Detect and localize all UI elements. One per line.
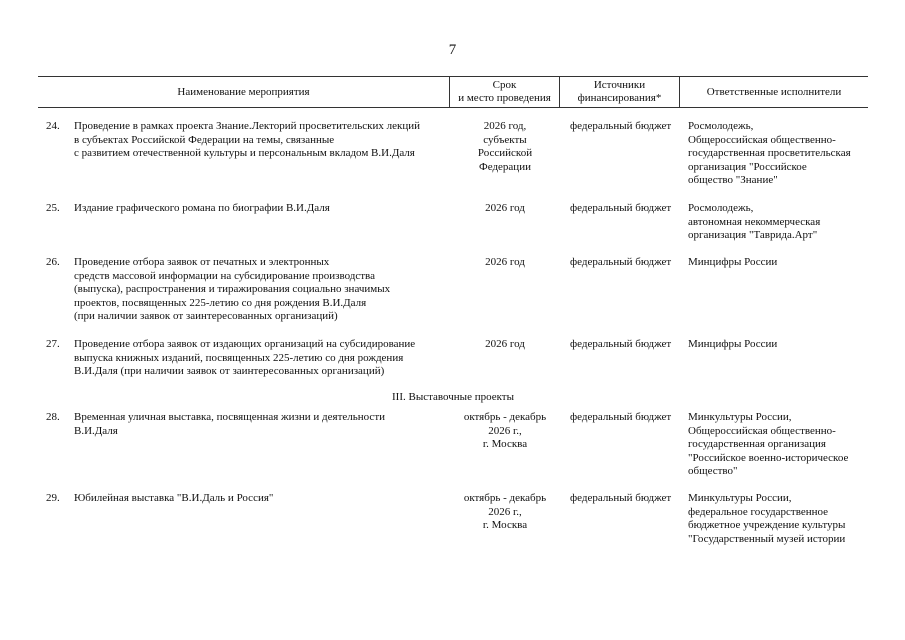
row-term: октябрь - декабрь 2026 г., г. Москва bbox=[463, 411, 547, 450]
row-term: 2026 год bbox=[485, 202, 525, 214]
row-term: 2026 год bbox=[485, 338, 525, 350]
row-name: Временная уличная выставка, посвященная жизни и деятельности В.И.Даля bbox=[74, 411, 386, 437]
row-responsible: Росмолодежь, автономная некоммерческая организация "Таврида.Арт" bbox=[688, 202, 821, 241]
row-term: 2026 год, субъекты Российской Федерации bbox=[477, 120, 533, 173]
row-name: Издание графического романа по биографии В.И.Даля bbox=[74, 202, 330, 214]
row-number: 27. bbox=[46, 338, 60, 350]
header-name: Наименование мероприятия bbox=[38, 77, 450, 107]
row-responsible: Минцифры России bbox=[688, 256, 778, 268]
row-funding: федеральный бюджет bbox=[570, 202, 672, 214]
row-funding: федеральный бюджет bbox=[570, 411, 672, 423]
row-number: 25. bbox=[46, 202, 60, 214]
row-funding: федеральный бюджет bbox=[570, 120, 672, 132]
section-title: III. Выставочные проекты bbox=[392, 391, 514, 403]
row-number: 29. bbox=[46, 492, 60, 504]
row-funding: федеральный бюджет bbox=[570, 256, 672, 268]
table-header bbox=[38, 76, 868, 108]
row-name: Юбилейная выставка "В.И.Даль и Россия" bbox=[74, 492, 274, 504]
row-number: 28. bbox=[46, 411, 60, 423]
row-name: Проведение в рамках проекта Знание.Лекторий просветительских лекций в субъектах Российской Федерации на темы, связанные с развитием отечественной культуры и персональным вкладом В.И.Даля bbox=[74, 120, 420, 159]
header-funding: Источники финансирования* bbox=[560, 77, 680, 107]
row-term: 2026 год bbox=[485, 256, 525, 268]
row-funding: федеральный бюджет bbox=[570, 492, 672, 504]
row-number: 26. bbox=[46, 256, 60, 268]
row-term: октябрь - декабрь 2026 г., г. Москва bbox=[463, 492, 547, 531]
row-responsible: Минкультуры России, федеральное государственное бюджетное учреждение культуры "Государственный музей истории bbox=[688, 492, 846, 545]
row-number: 24. bbox=[46, 120, 60, 132]
row-responsible: Росмолодежь, Общероссийская общественно- государственная просветительская организация "Российское общество "Знание" bbox=[688, 120, 851, 186]
row-responsible: Минкультуры России, Общероссийская общественно- государственная организация "Российское военно-историческое общество" bbox=[688, 411, 849, 477]
row-funding: федеральный бюджет bbox=[570, 338, 672, 350]
page-number: 7 bbox=[448, 42, 457, 58]
header-term: Срок и место проведения bbox=[450, 77, 560, 107]
row-name: Проведение отбора заявок от печатных и электронных средств массовой информации на субсидирование производства (выпуска), распространения и тиражирования социально значимых проектов, посвященных 225-летию со дня рождения В.И.Даля (при наличии заявок от заинтересованных организаций) bbox=[74, 256, 391, 322]
events-table bbox=[38, 76, 868, 108]
header-responsible: Ответственные исполнители bbox=[706, 85, 842, 98]
row-name: Проведение отбора заявок от издающих организаций на субсидирование выпуска книжных изданий, посвященных 225-летию со дня рождения В.И.Даля (при наличии заявок от заинтересованных организаций) bbox=[74, 338, 416, 377]
row-responsible: Минцифры России bbox=[688, 338, 778, 350]
